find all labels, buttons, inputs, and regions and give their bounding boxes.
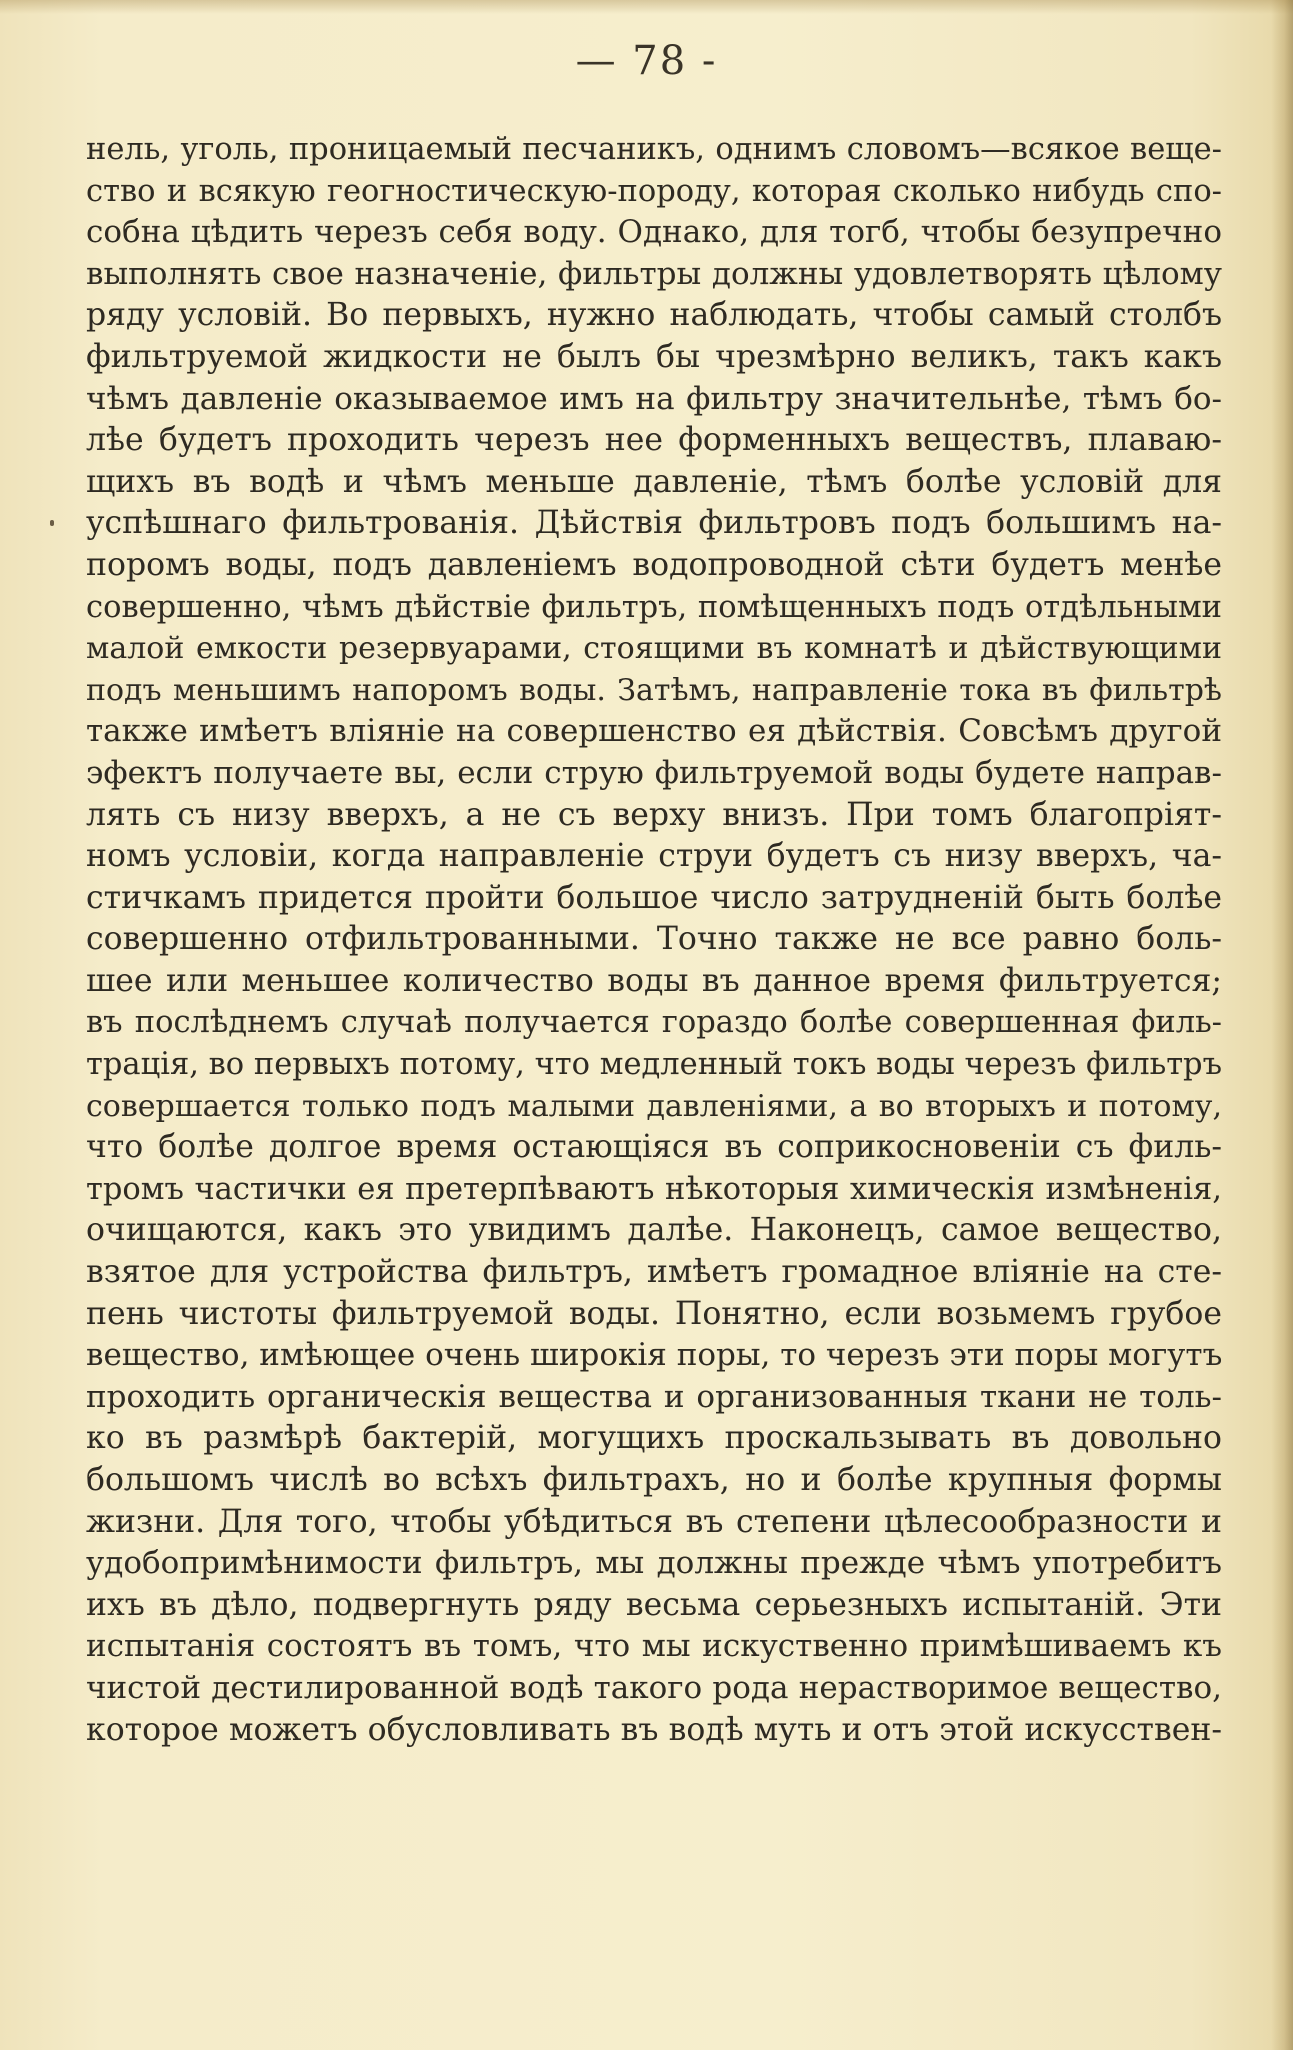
text-line: испытанія состоятъ въ томъ, что мы искуственно примѣшиваемъ къ <box>86 1628 1222 1665</box>
text-line: лѣе будетъ проходить черезъ нее форменныхъ веществъ, плаваю- <box>86 422 1222 459</box>
page-binding-shadow <box>1271 0 1293 2050</box>
text-line: чистой дестилированной водѣ такого рода нерастворимое вещество, <box>86 1669 1222 1706</box>
text-line: ко въ размѣрѣ бактерій, могущихъ проскальзывать въ довольно <box>86 1420 1222 1457</box>
text-line: совершается только подъ малыми давленіями, а во вторыхъ и потому, <box>86 1088 1222 1124</box>
text-line: большомъ числѣ во всѣхъ фильтрахъ, но и болѣе крупныя формы <box>86 1462 1222 1498</box>
text-line: удобопримѣнимости фильтръ, мы должны прежде чѣмъ употребитъ <box>86 1545 1222 1582</box>
text-line: выполнять свое назначеніе, фильтры должны удовлетворять цѣлому <box>86 255 1222 292</box>
text-line: совершенно отфильтрованными. Точно также не все равно боль- <box>86 921 1222 958</box>
text-line: ихъ въ дѣло, подвергнуть ряду весьма серьезныхъ испытаній. Эти <box>86 1586 1222 1623</box>
text-line: ряду условій. Во первыхъ, нужно наблюдать, чтобы самый столбъ <box>86 297 1222 334</box>
text-line: въ послѣднемъ случаѣ получается гораздо болѣе совершенная филь- <box>86 1005 1222 1041</box>
text-line: вещество, имѣющее очень широкія поры, то черезъ эти поры могутъ <box>86 1337 1222 1374</box>
text-line: нель, уголь, проницаемый песчаникъ, однимъ словомъ—всякое веще- <box>86 132 1222 167</box>
text-line: которое можетъ обусловливать въ водѣ муть и отъ этой искусствен- <box>86 1711 1222 1748</box>
text-line: очищаются, какъ это увидимъ далѣе. Наконецъ, самое вещество, <box>86 1212 1222 1249</box>
text-line: что болѣе долгое время остающіяся въ соприкосновеніи съ филь- <box>86 1129 1222 1166</box>
text-line: ство и всякую геогностическую-породу, которая сколько нибудь спо- <box>86 173 1222 209</box>
text-line: поромъ воды, подъ давленіемъ водопроводной сѣти будетъ менѣе <box>86 546 1222 583</box>
ink-speck <box>50 520 54 526</box>
text-line: лять съ низу вверхъ, а не съ верху внизъ. При томъ благопріят- <box>86 796 1222 833</box>
text-line: взятое для устройства фильтръ, имѣетъ громадное вліяніе на сте- <box>86 1254 1222 1291</box>
text-line: подъ меньшимъ напоромъ воды. Затѣмъ, направленіе тока въ фильтрѣ <box>86 672 1222 708</box>
text-line: шее или меньшее количество воды въ данное время фильтруется; <box>86 962 1222 999</box>
page-top-shadow <box>0 0 1293 14</box>
text-line: собна цѣдить черезъ себя воду. Однако, для тогб, чтобы безупречно <box>86 214 1222 251</box>
text-line: жизни. Для того, чтобы убѣдиться въ степени цѣлесообразности и <box>86 1503 1222 1540</box>
text-line: номъ условіи, когда направленіе струи будетъ съ низу вверхъ, ча- <box>86 838 1222 875</box>
text-line: чѣмъ давленіе оказываемое имъ на фильтру значительнѣе, тѣмъ бо- <box>86 380 1222 417</box>
text-line: щихъ въ водѣ и чѣмъ меньше давленіе, тѣмъ болѣе условій для <box>86 463 1222 500</box>
text-line: трація, во первыхъ потому, что медленный токъ воды черезъ фильтръ <box>86 1047 1222 1083</box>
text-line: эфектъ получаете вы, если струю фильтруемой воды будете направ- <box>86 754 1222 791</box>
text-line: стичкамъ придется пройти большое число затрудненій быть болѣе <box>86 879 1222 916</box>
text-line: также имѣетъ вліяніе на совершенство ея дѣйствія. Совсѣмъ другой <box>86 713 1222 750</box>
body-text <box>86 129 1222 1751</box>
text-line: совершенно, чѣмъ дѣйствіе фильтръ, помѣщенныхъ подъ отдѣльными <box>86 589 1222 625</box>
page-number: — 78 - <box>575 38 718 84</box>
text-line: тромъ частички ея претерпѣваютъ нѣкоторыя химическія измѣненія, <box>86 1171 1222 1207</box>
text-line: малой емкости резервуарами, стоящими въ комнатѣ и дѣйствующими <box>86 631 1222 667</box>
text-line: проходить органическія вещества и организованныя ткани не толь- <box>86 1378 1222 1415</box>
text-line: пень чистоты фильтруемой воды. Понятно, если возьмемъ грубое <box>86 1295 1222 1332</box>
text-line: успѣшнаго фильтрованія. Дѣйствія фильтровъ подъ большимъ на- <box>86 505 1222 542</box>
text-line: фильтруемой жидкости не былъ бы чрезмѣрно великъ, такъ какъ <box>86 338 1222 375</box>
